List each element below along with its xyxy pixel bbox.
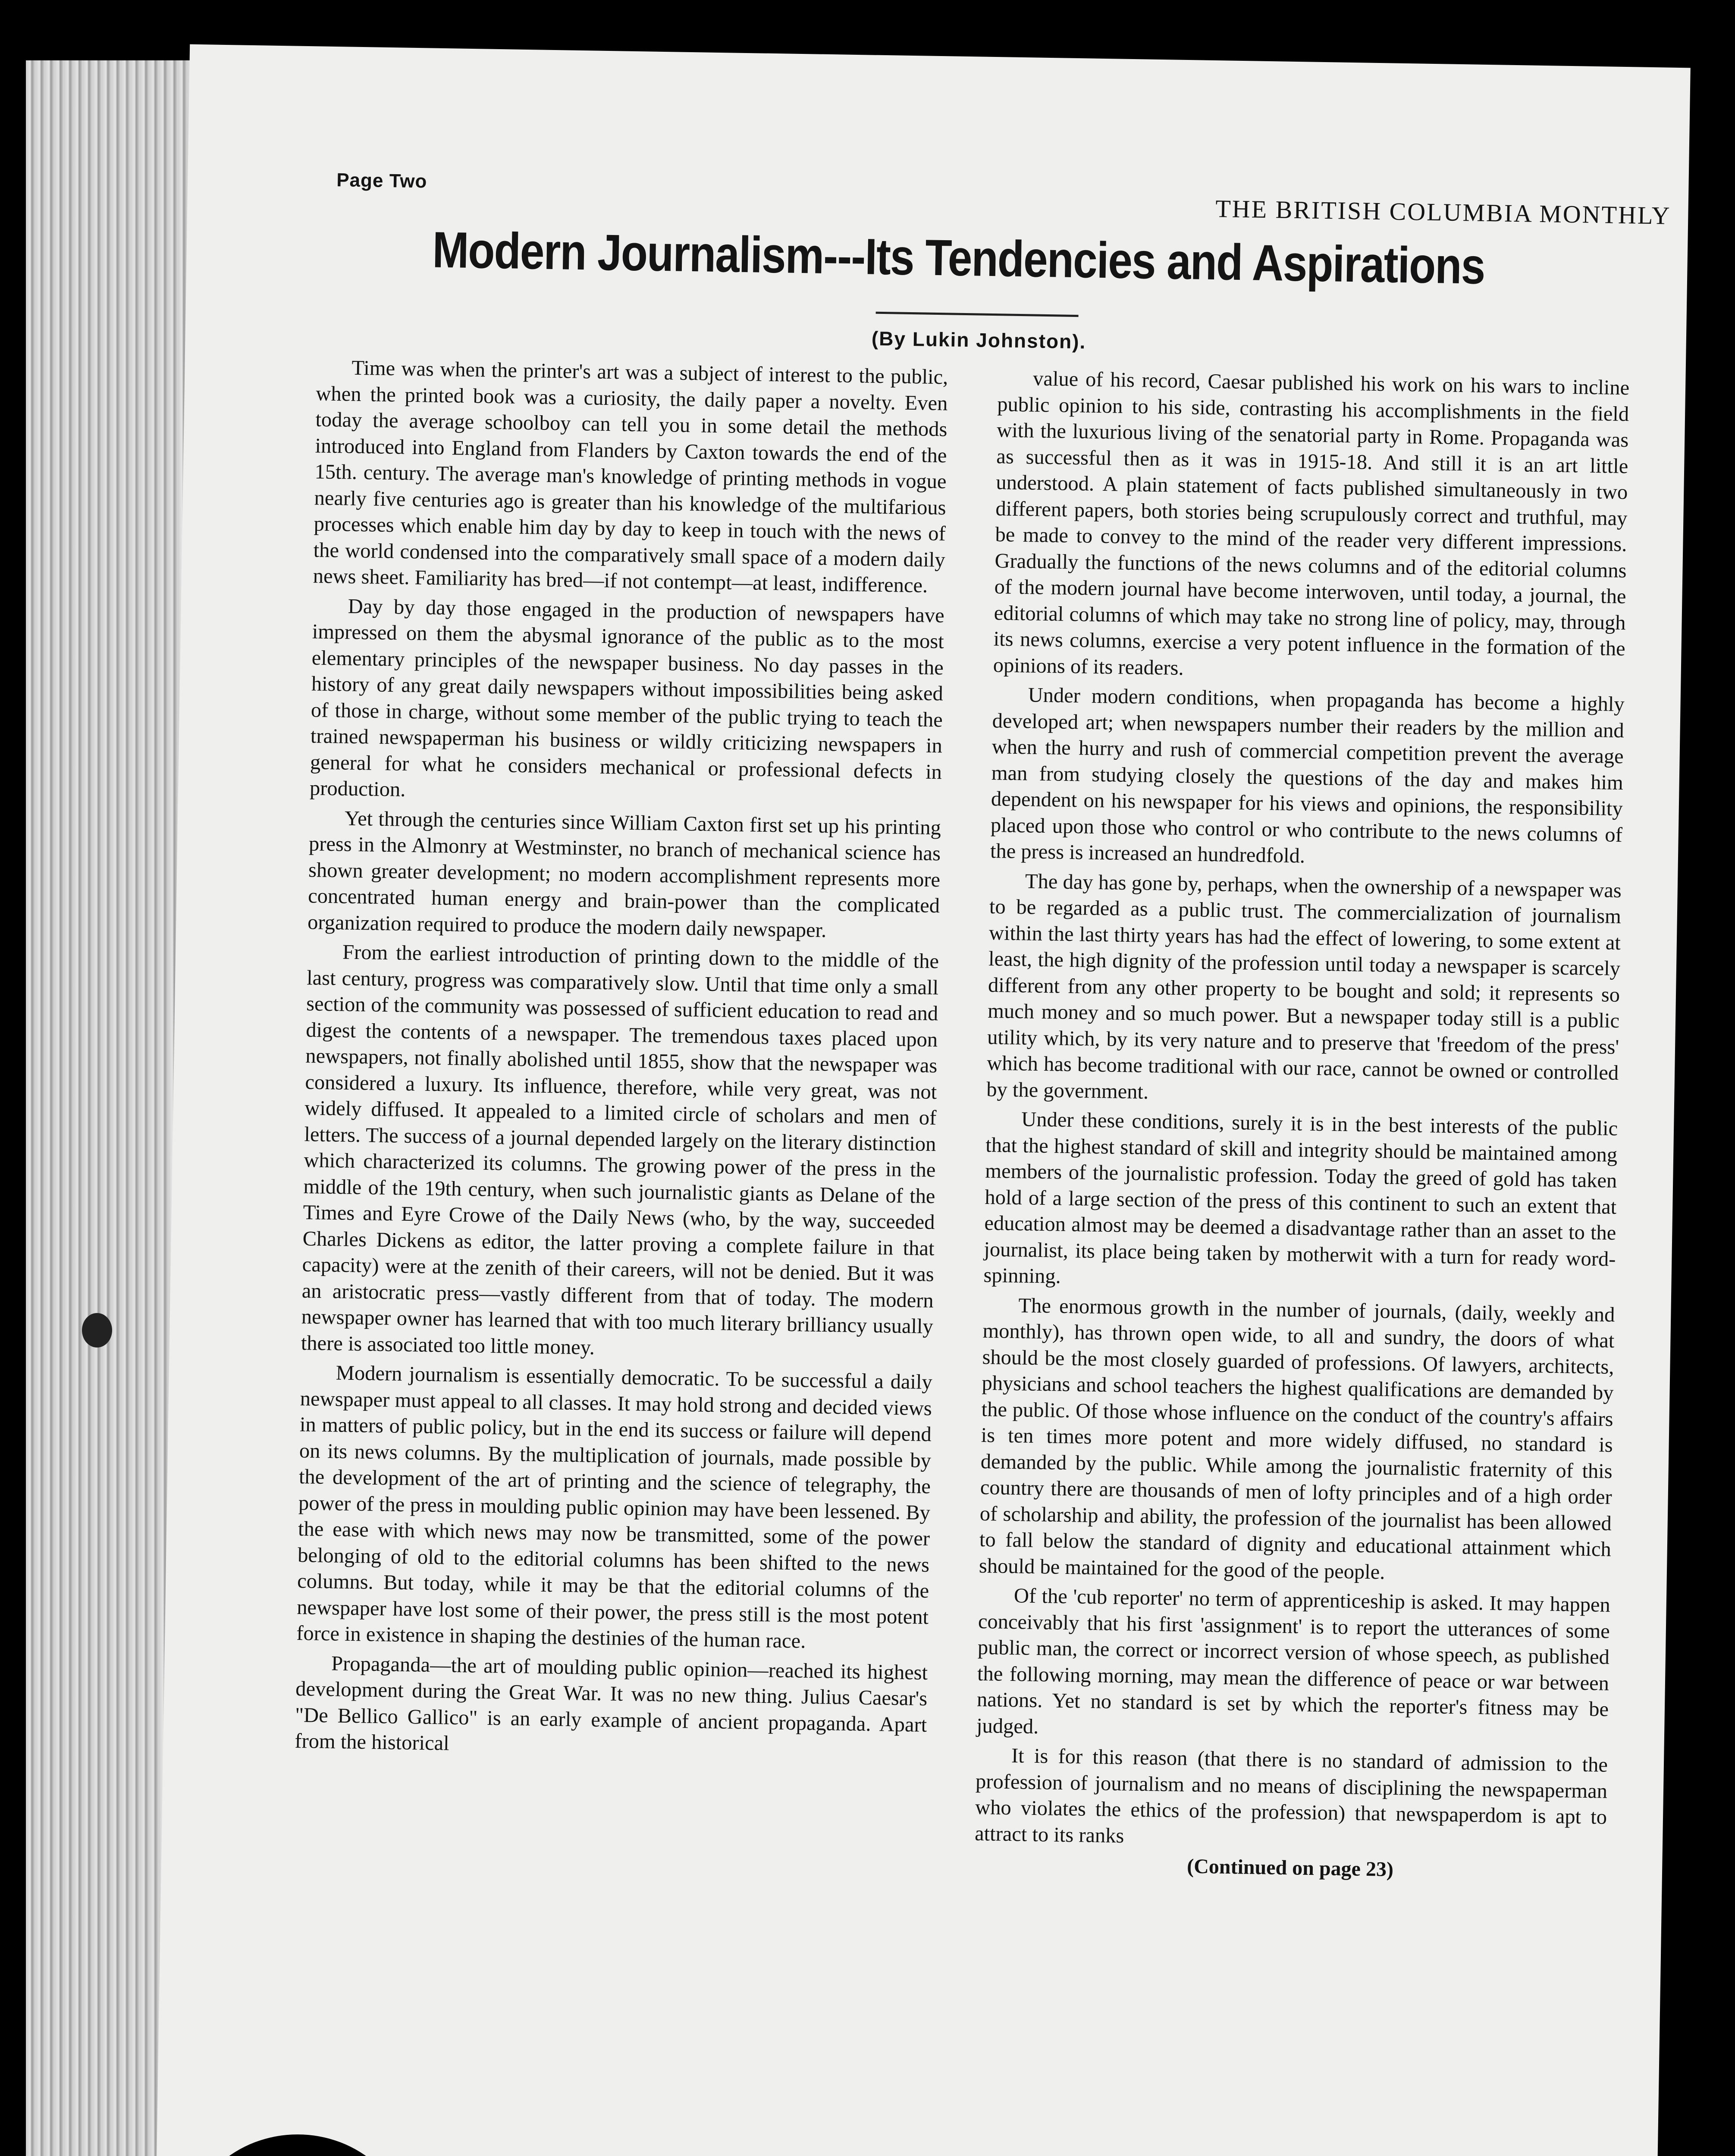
paragraph: Time was when the printer's art was a subject of interest to the public, when the printed book was a curiosity, the daily paper a novelty. Even today the average schoolboy can tell you in some detail the methods introduced into England from Flanders by Caxton towards the end of the 15th. century. The average man's knowledge of printing methods in vogue nearly five centuries ago is greater than his knowledge of the multifarious processes which enable him day by day to keep in touch with the news of the world condensed into the comparatively small space of a modern daily news sheet. Familiarity has bred—if not contempt—at least, indifference. bbox=[313, 356, 948, 597]
paragraph: Under these conditions, surely it is in the best interests of the public that the highest standard of skill and integrity should be maintained among members of the journalistic profession. Today the greed of gold has taken hold of a large section of the press of this continent to such an extent that education almost may be deemed a disadvantage rather than an asset to the journalist, its place being taken by motherwit with a turn for ready word-spinning. bbox=[983, 1108, 1618, 1288]
continuation-note: (Continued on page 23) bbox=[1186, 1855, 1394, 1881]
paragraph: Modern journalism is essentially democratic. To be successful a daily newspaper must appeal to all classes. It may hold strong and decided views in matters of public policy, but in the end its success or failure will depend on its news columns. By the multiplication of journals, made possible by the development of the art of printing and the science of telegraphy, the power of the press in moulding public opinion may have been lessened. By the ease with which news may now be transmitted, some of the power belonging of old to the editorial columns has been shifted to the news columns. But today, while it may be that the editorial columns of the newspaper have lost some of their power, the press still is the most potent force in existence in shaping the destinies of the human race. bbox=[296, 1361, 933, 1653]
article-title: Modern Journalism---Its Tendencies and Aspirations bbox=[432, 221, 1485, 295]
paragraph: The day has gone by, perhaps, when the ownership of a newspaper was to be regarded as a public trust. The commercialization of journalism within the last thirty years has had the effect of lowering, to some extent at least, the high dignity of the profession until today a newspaper is scarcely different from any other property to be bought and sold; it represents so much money and so much power. But a newspaper today still is a public utility which, by its very nature and to preserve that 'freedom of the press' which has become traditional with our race, cannot be owned or controlled by the government. bbox=[986, 869, 1622, 1103]
paragraph: The enormous growth in the number of journals, (daily, weekly and monthly), has thrown open wide, to all and sundry, the doors of what should be the most closely guarded of professions. Of lawyers, architects, physicians and school teachers the highest qualifications are demanded by the public. Of those whose influence on the conduct of the country's affairs is ten times more potent and more widely diffused, no standard is demanded by the public. While among the journalistic fraternity of this country there are thousands of men of lofty principles and of a high order of scholarship and ability, the profession of the journalist has been allowed to fall below the standard of dignity and educational attainment which should be maintained for the good of the people. bbox=[979, 1294, 1615, 1584]
page-number-label: Page Two bbox=[336, 169, 427, 192]
ink-smudge bbox=[82, 1313, 112, 1348]
article-byline: (By Lukin Johnston). bbox=[871, 327, 1086, 353]
paragraph: From the earliest introduction of printing down to the middle of the last century, progress was comparatively slow. Until that time only a small section of the community was possessed of sufficient education to read and digest the contents of a newspaper. The tremendous taxes placed upon newspapers, not finally abolished until 1855, show that the newspaper was considered a luxury. Its influence, therefore, while very great, was not widely diffused. It appealed to a limited circle of scholars and men of letters. The success of a journal depended largely on the literary distinction which characterized its columns. The growing power of the press in the middle of the 19th century, when such journalistic giants as Delane of the Times and Eyre Crowe of the Daily News (who, by the way, succeeded Charles Dickens as editor, the latter proving a complete failure in that capacity) were at the zenith of their careers, will not be denied. But it was an aristocratic press—vastly different from that of today. The modern newspaper owner has learned that with too much literary brilliancy usually there is associated too little money. bbox=[301, 940, 939, 1359]
title-rule bbox=[876, 312, 1079, 317]
left-column bbox=[295, 354, 948, 1767]
paragraph: Propaganda—the art of moulding public opinion—reached its highest development during the Great War. It was no new thing. Julius Caesar's "De Bellico Gallico" is an early example of ancient propaganda. Apart from the historical bbox=[295, 1651, 928, 1755]
paragraph: value of his record, Caesar published his work on his wars to incline public opinion to his side, contrasting his accomplishments in the field with the luxurious living of the senatorial party in Rome. Propaganda was as successful then as it was in 1915-18. And still it is an art little understood. A plain statement of facts published simultaneously in two different papers, both stories being scrupulously correct and truthful, may be made to convey to the mind of the reader very different impressions. Gradually the functions of the news columns and of the editorial columns of the modern journal have become interwoven, until today, a journal, the editorial columns of which may take no strong line of policy, may, through its news columns, exercise a very potent influence in the formation of the opinions of its readers. bbox=[993, 367, 1630, 680]
paragraph: Yet through the centuries since William Caxton first set up his printing press in the Almonry at Westminster, no branch of mechanical science has shown greater development; no modern accomplishment represents more concentrated human energy and brain-power than the complicated organization required to produce the modern daily newspaper. bbox=[307, 807, 941, 942]
paragraph: Under modern conditions, when propaganda has become a highly developed art; when newspapers number their readers by the million and when the hurry and rush of commercial competition prevent the average man from studying closely the questions of the day and makes him dependent on his newspaper for his views and opinions, the responsibility placed upon those who control or who contribute to the news columns of the press is increased an hundredfold. bbox=[990, 683, 1625, 868]
publication-title: THE BRITISH COLUMBIA MONTHLY bbox=[1215, 194, 1671, 230]
paragraph: Of the 'cub reporter' no term of apprenticeship is asked. It may happen conceivably that his first 'assignment' is to report the utterances of some public man, the correct or incorrect version of whose speech, as published the following morning, may mean the difference of peace or war between nations. Yet no standard is set by which the reporter's fitness may be judged. bbox=[976, 1584, 1611, 1738]
right-column bbox=[974, 365, 1630, 1886]
magazine-page bbox=[155, 44, 1691, 2156]
paragraph: It is for this reason (that there is no standard of admission to the profession of journalism and no means of disciplining the newspaperman who violates the ethics of the profession) that newspaperdom is apt to attract to its ranks bbox=[974, 1744, 1608, 1847]
paragraph: Day by day those engaged in the production of newspapers have impressed on them the abysmal ignorance of the public as to the most elementary principles of the newspaper business. No day passes in the history of any great daily newspapers without impossibilities being asked of those in charge, without some member of the public trying to teach the trained newspaperman his business or wildly criticizing newspapers in general for what he considers mechanical or professional defects in production. bbox=[309, 595, 945, 801]
